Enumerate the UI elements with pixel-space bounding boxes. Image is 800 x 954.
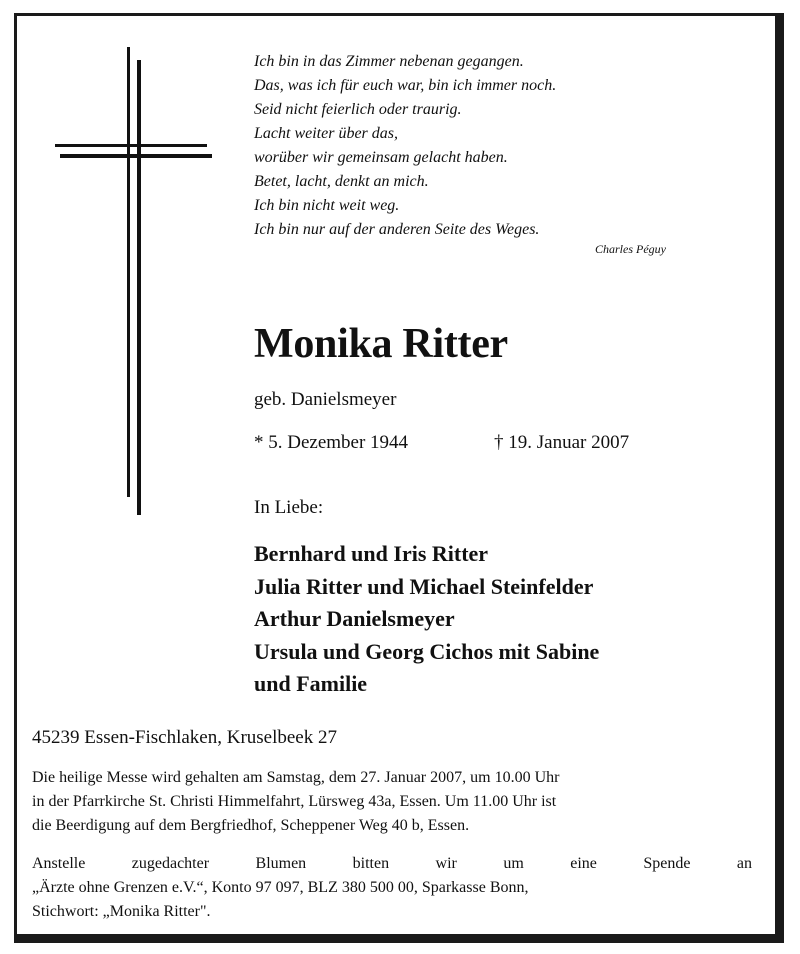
mourner: und Familie	[254, 671, 368, 696]
poem-line: Ich bin in das Zimmer nebenan gegangen.	[254, 53, 524, 70]
deceased-name: Monika Ritter	[254, 321, 508, 367]
cross-icon-shadow-vertical	[137, 60, 141, 515]
mourner: Ursula und Georg Cichos mit Sabine	[254, 638, 600, 664]
donation-line: Anstelle zugedachter Blumen bitten wir um eine Spende an	[32, 855, 752, 872]
birth-date: * 5. Dezember 1944	[254, 432, 409, 453]
poem-line: Betet, lacht, denkt an mich.	[254, 173, 429, 190]
poem-line: Das, was ich für euch war, bin ich immer noch.	[254, 77, 557, 94]
in-love-label: In Liebe:	[254, 497, 324, 518]
donation-paragraph	[32, 852, 752, 924]
cross-icon-bar	[55, 144, 207, 147]
mourner: Bernhard und Iris Ritter	[254, 541, 489, 566]
donation-line: „Ärzte ohne Grenzen e.V.“, Konto 97 097, BLZ 380 500 00, Sparkasse Bonn,	[32, 879, 529, 896]
poem-line: worüber wir gemeinsam gelacht haben.	[254, 149, 508, 166]
maiden-name: geb. Danielsmeyer	[254, 389, 397, 410]
cross-icon-shadow-bar	[60, 154, 212, 158]
mass-line: die Beerdigung auf dem Bergfriedhof, Scheppener Weg 40 b, Essen.	[32, 817, 470, 834]
mass-paragraph	[32, 766, 752, 838]
address: 45239 Essen-Fischlaken, Kruselbeek 27	[32, 727, 337, 748]
mass-line: Die heilige Messe wird gehalten am Samstag, dem 27. Januar 2007, um 10.00 Uhr	[32, 769, 560, 786]
mourner: Arthur Danielsmeyer	[254, 606, 455, 631]
poem-line: Lacht weiter über das,	[254, 125, 398, 142]
poem-line: Ich bin nur auf der anderen Seite des Weges.	[254, 221, 540, 238]
poem-line: Seid nicht feierlich oder traurig.	[254, 101, 462, 118]
poem	[254, 50, 694, 242]
poem-author: Charles Péguy	[595, 242, 666, 256]
mass-line: in der Pfarrkirche St. Christi Himmelfahrt, Lürsweg 43a, Essen. Um 11.00 Uhr ist	[32, 793, 557, 810]
death-date: † 19. Januar 2007	[494, 432, 630, 453]
mourners-list	[254, 538, 599, 701]
mourner: Julia Ritter und Michael Steinfelder	[254, 573, 594, 599]
poem-line: Ich bin nicht weit weg.	[254, 197, 400, 214]
donation-line: Stichwort: „Monika Ritter".	[32, 903, 211, 920]
cross-icon	[127, 47, 130, 497]
